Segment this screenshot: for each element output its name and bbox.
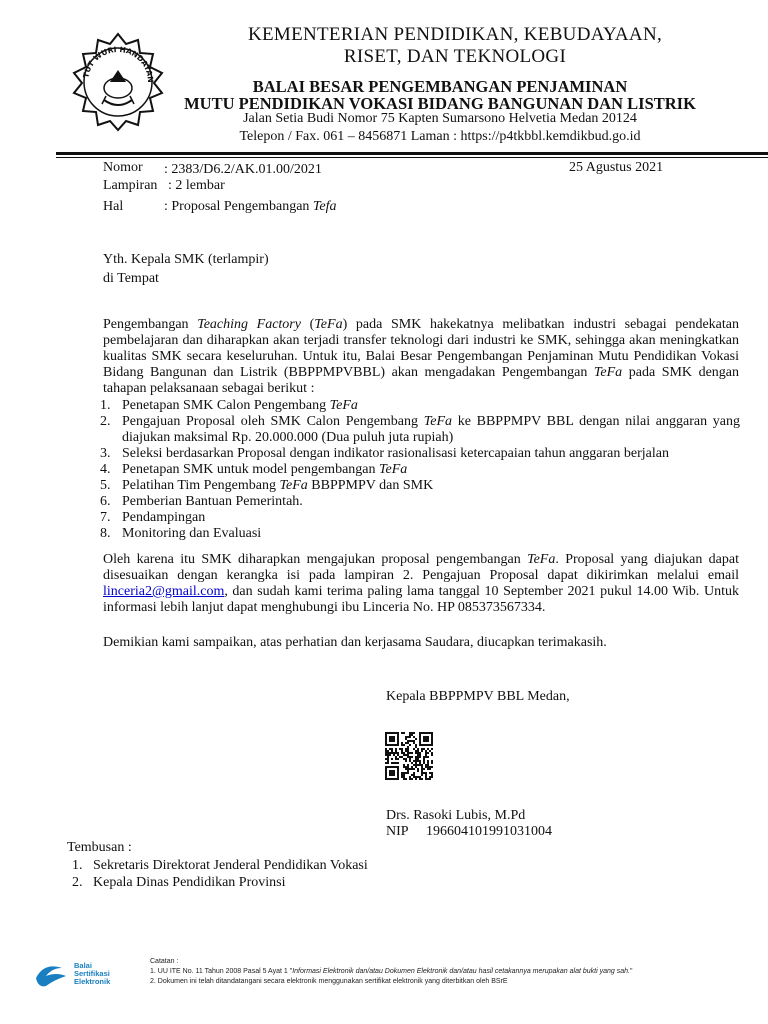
tut-wuri-handayani-logo bbox=[66, 30, 170, 134]
hal-value: : Proposal Pengembangan Tefa bbox=[164, 199, 337, 214]
closing-remark: Demikian kami sampaikan, atas perhatian dan kerjasama Saudara, diucapkan terimakasih. bbox=[103, 635, 607, 650]
recipient-line2: di Tempat bbox=[103, 271, 159, 286]
list-item: 1. Sekretaris Direktorat Jenderal Pendidikan Vokasi bbox=[72, 858, 368, 873]
footer-note-2: 2. Dokumen ini telah ditandatangani secara elektronik menggunakan sertifikat elektronik yang diterbitkan oleh BSrE bbox=[150, 978, 508, 985]
hal-label: Hal bbox=[103, 199, 124, 214]
bse-swoosh-icon bbox=[32, 958, 72, 992]
steps-list bbox=[100, 398, 740, 542]
list-item: 2. Kepala Dinas Pendidikan Provinsi bbox=[72, 875, 286, 890]
list-item: 3. Seleksi berdasarkan Proposal dengan indikator rasionalisasi ketercapaian tahun anggaran berjalan bbox=[100, 446, 669, 461]
recipient-line1: Yth. Kepala SMK (terlampir) bbox=[103, 252, 269, 267]
letter-date: 25 Agustus 2021 bbox=[569, 160, 664, 175]
catatan-label: Catatan : bbox=[150, 958, 179, 965]
bse-line3: Elektronik bbox=[74, 977, 111, 986]
org-contact: Telepon / Fax. 061 – 8456871 Laman : https://p4tkbbl.kemdikbud.go.id bbox=[239, 129, 641, 144]
nip-value: 196604101991031004 bbox=[426, 824, 552, 839]
list-item: 4. Penetapan SMK untuk model pengembangan TeFa bbox=[100, 462, 408, 477]
list-item: 2. Pengajuan Proposal oleh SMK Calon Pengembang TeFa ke BBPPMPV BBL dengan nilai anggaran yang diajukan maksimal Rp. 20.000.000 (Dua puluh juta rupiah) bbox=[100, 414, 741, 445]
closing-paragraph: Oleh karena itu SMK diharapkan mengajukan proposal pengembangan TeFa. Proposal yang diajukan dapat disesuaikan dengan kerangka isi pada lampiran 2. Pengajuan Proposal dapat dikirimkan melalui email linceria2@gmail.com, dan sudah kami terima paling lama tanggal 10 September 2021 pukul 14.00 Wib. Untuk informasi lebih lanjut dapat menghubungi ibu Linceria No. HP 085373567334. bbox=[103, 552, 739, 615]
signatory-title: Kepala BBPPMPV BBL Medan, bbox=[386, 689, 570, 704]
list-item: 5. Pelatihan Tim Pengembang TeFa BBPPMPV dan SMK bbox=[100, 478, 434, 493]
nip-label: NIP bbox=[386, 824, 409, 839]
lampiran-value: : 2 lembar bbox=[168, 178, 225, 193]
header-rule-thick bbox=[56, 152, 768, 155]
lampiran-label: Lampiran bbox=[103, 178, 158, 193]
bse-line1: Balai bbox=[74, 961, 92, 970]
tembusan-label: Tembusan : bbox=[67, 840, 132, 855]
list-item: 1. Penetapan SMK Calon Pengembang TeFa bbox=[100, 398, 358, 413]
list-item: 7. Pendampingan bbox=[100, 510, 206, 525]
nomor-label: Nomor bbox=[103, 160, 143, 175]
qr-code bbox=[385, 732, 433, 780]
org-title-line1: KEMENTERIAN PENDIDIKAN, KEBUDAYAAN, bbox=[247, 24, 663, 45]
org-address: Jalan Setia Budi Nomor 75 Kapten Sumarsono Helvetia Medan 20124 bbox=[243, 111, 637, 126]
svg-text:TUT WURI HANDAYANI: TUT WURI HANDAYAN bbox=[81, 44, 156, 83]
org-subtitle-line1: BALAI BESAR PENGEMBANGAN PENJAMINAN bbox=[252, 77, 628, 96]
intro-paragraph: Pengembangan Teaching Factory (TeFa) pada SMK hakekatnya melibatkan industri sebagai pendekatan pembelajaran dan diharapkan akan terjadi transfer teknologi dari industri ke SMK, sehingga akan meningkatkan kualitas SMK secara keseluruhan. Untuk itu, Balai Besar Pengembangan Penjaminan Mutu Pendidikan Vokasi Bidang Bangunan dan Listrik (BBPPMPVBBL) akan mengadakan Pengembangan TeFa pada SMK dengan tahapan pelaksanaan sebagai berikut : bbox=[103, 317, 740, 396]
org-subtitle-line2: MUTU PENDIDIKAN VOKASI BIDANG BANGUNAN DAN LISTRIK bbox=[184, 94, 696, 113]
email-link[interactable]: linceria2@gmail.com bbox=[103, 584, 225, 599]
list-item: 8. Monitoring dan Evaluasi bbox=[100, 526, 262, 541]
nomor-value: : 2383/D6.2/AK.01.00/2021 bbox=[164, 162, 322, 177]
header-rule-thin bbox=[56, 157, 768, 158]
list-item: 6. Pemberian Bantuan Pemerintah. bbox=[100, 494, 303, 509]
signatory-name: Drs. Rasoki Lubis, M.Pd bbox=[386, 808, 526, 823]
bse-logo bbox=[32, 958, 132, 992]
bse-line2: Sertifikasi bbox=[74, 969, 110, 978]
footer-note-1: 1. UU ITE No. 11 Tahun 2008 Pasal 5 Ayat 1 "Informasi Elektronik dan/atau Dokumen Elektronik dan/atau hasil cetakannya merupakan alat bukti yang sah." bbox=[150, 968, 633, 975]
org-title-line2: RISET, DAN TEKNOLOGI bbox=[343, 46, 567, 67]
